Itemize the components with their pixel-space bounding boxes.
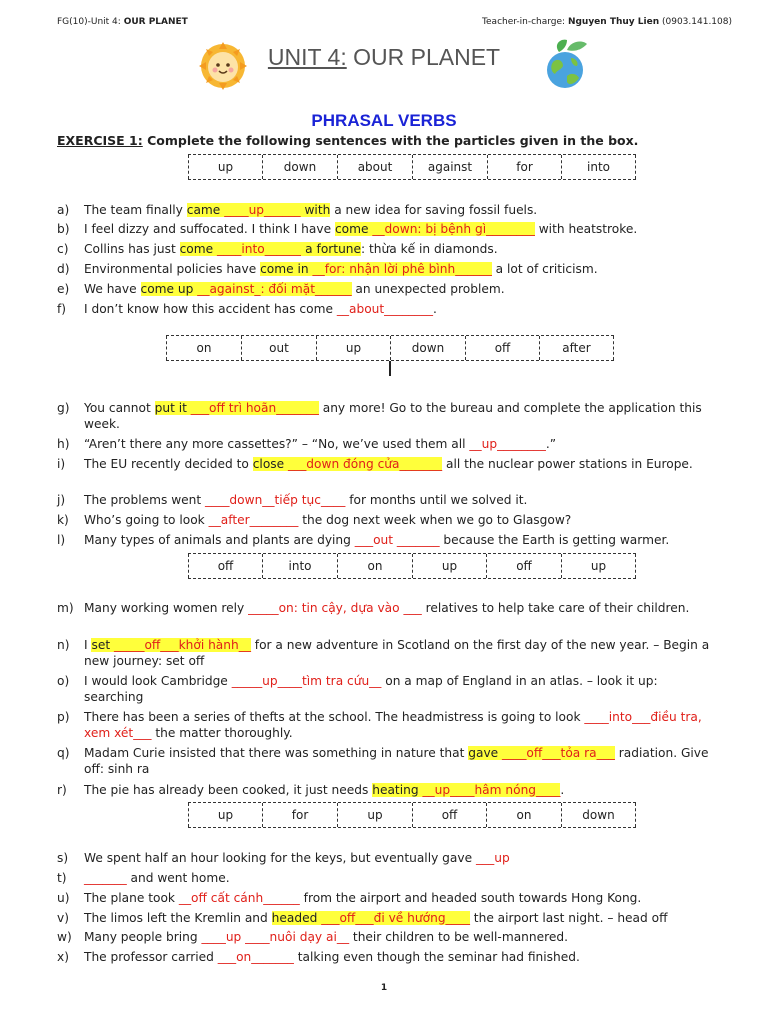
particle-cell: after xyxy=(539,336,614,360)
item-text: The limos left the Kremlin and xyxy=(84,911,272,925)
item-text: The problems went xyxy=(84,493,206,507)
item-text: We spent half an hour looking for the keys, but eventually gave xyxy=(84,851,476,865)
exercise-item-m xyxy=(57,600,717,616)
answer-text: ____up______ xyxy=(224,203,301,217)
particle-box-1 xyxy=(188,154,636,180)
answer-text: ___out _______ xyxy=(354,533,440,547)
item-label: t) xyxy=(57,871,67,885)
item-text: a lot of criticism. xyxy=(491,262,598,276)
highlighted-verb: headed xyxy=(271,911,322,925)
particle-cell: out xyxy=(241,336,316,360)
answer-text: ____into______ xyxy=(217,242,302,256)
item-label: m) xyxy=(57,601,74,615)
header-teacher-name: Nguyen Thuy Lien xyxy=(567,17,660,27)
exercise-item-b xyxy=(57,221,717,237)
particle-cell: up xyxy=(188,155,262,179)
particle-cell: down xyxy=(561,803,636,827)
answer-text: _____off___khởi hành__ xyxy=(113,638,251,652)
answer-text: __off cất cánh______ xyxy=(178,891,300,905)
item-text: : thừa kế in diamonds. xyxy=(361,242,498,256)
exercise-item-t xyxy=(57,870,717,886)
item-label: c) xyxy=(57,242,69,256)
item-text: an unexpected problem. xyxy=(351,282,505,296)
header-right xyxy=(482,17,732,27)
item-label: h) xyxy=(57,437,70,451)
item-text: Madam Curie insisted that there was something in nature that xyxy=(84,746,469,760)
item-text: the matter thoroughly. xyxy=(151,726,293,740)
item-label: x) xyxy=(57,950,69,964)
item-label: u) xyxy=(57,891,70,905)
exercise-item-q xyxy=(57,745,717,777)
highlighted-verb: came xyxy=(186,203,225,217)
highlighted-verb: put it xyxy=(154,401,191,415)
highlighted-verb: gave xyxy=(468,746,503,760)
particle-cell: into xyxy=(561,155,636,179)
highlighted-verb: heating xyxy=(372,783,423,797)
item-text: for a new adventure in Scotland on the first day of the new year. – Begin a new journey: set off xyxy=(84,638,710,668)
exercise-item-h xyxy=(57,436,717,452)
particle-cell: on xyxy=(166,336,241,360)
particle-cell: off xyxy=(412,803,486,827)
item-label: g) xyxy=(57,401,70,415)
globe-icon xyxy=(537,36,593,92)
header-left xyxy=(57,17,188,27)
item-text: The professor carried xyxy=(84,950,218,964)
answer-text: __after________ xyxy=(208,513,299,527)
title-unit: UNIT 4: xyxy=(267,44,347,70)
exercise-item-s xyxy=(57,850,717,866)
exercise-item-u xyxy=(57,890,717,906)
exercise-item-f xyxy=(57,301,717,317)
item-label: q) xyxy=(57,746,70,760)
particle-cell: down xyxy=(262,155,337,179)
item-label: v) xyxy=(57,911,69,925)
item-text: from the airport and headed south towards Hong Kong. xyxy=(299,891,642,905)
particle-cell: against xyxy=(412,155,487,179)
answer-text: __up________ xyxy=(469,437,546,451)
particle-cell: down xyxy=(390,336,465,360)
particle-cell: off xyxy=(486,554,561,578)
exercise-item-w xyxy=(57,929,717,945)
answer-text: ___up xyxy=(475,851,510,865)
particle-cell: about xyxy=(337,155,412,179)
particle-cell: on xyxy=(337,554,412,578)
item-label: b) xyxy=(57,222,70,236)
exercise-item-d xyxy=(57,261,717,277)
item-text: talking even though the seminar had finished. xyxy=(293,950,580,964)
item-label: p) xyxy=(57,710,70,724)
item-text: with heatstroke. xyxy=(534,222,638,236)
header-teacher-label: Teacher-in-charge: xyxy=(482,17,568,27)
title-rest: OUR PLANET xyxy=(346,44,501,70)
item-label: r) xyxy=(57,783,67,797)
item-text: Collins has just xyxy=(84,242,180,256)
item-text: We have xyxy=(84,282,141,296)
particle-cell: into xyxy=(262,554,337,578)
exercise-item-e xyxy=(57,281,717,297)
particle-cell: for xyxy=(262,803,337,827)
particle-cell: up xyxy=(316,336,390,360)
item-text: “Aren’t there any more cassettes?” – “No, we’ve used them all xyxy=(84,437,470,451)
exercise-item-v xyxy=(57,910,717,926)
answer-text: ____off___tỏa ra___ xyxy=(502,746,615,760)
exercise-item-o xyxy=(57,673,717,705)
item-text: You cannot xyxy=(84,401,155,415)
highlighted-verb: with xyxy=(300,203,331,217)
item-text: all the nuclear power stations in Europe. xyxy=(442,457,693,471)
particle-cell: up xyxy=(337,803,412,827)
item-text: I xyxy=(84,638,92,652)
answer-text: ____up ____nuôi dạy ai__ xyxy=(201,930,350,944)
item-text: .” xyxy=(545,437,557,451)
answer-text: ___off___đi về hướng____ xyxy=(321,911,470,925)
item-text: Many types of animals and plants are dying xyxy=(84,533,355,547)
answer-text: ___off trì hoãn_______ xyxy=(190,401,319,415)
item-text: radiation. Give off: sinh ra xyxy=(84,746,709,776)
exercise-item-i xyxy=(57,456,717,472)
exercise-label: EXERCISE 1: xyxy=(57,133,143,148)
header-unit: OUR PLANET xyxy=(123,17,188,27)
item-label: n) xyxy=(57,638,70,652)
answer-text: _____on: tin cậy, dựa vào ___ xyxy=(248,601,422,615)
item-text: The EU recently decided to xyxy=(84,457,253,471)
answer-text: ___down đóng cửa_______ xyxy=(288,457,443,471)
exercise-item-x xyxy=(57,949,717,965)
item-text: a new idea for saving fossil fuels. xyxy=(330,203,538,217)
exercise-item-l xyxy=(57,532,717,548)
exercise-item-n xyxy=(57,637,717,669)
highlighted-verb: come up xyxy=(140,282,198,296)
item-label: f) xyxy=(57,302,67,316)
particle-box-3 xyxy=(188,553,636,579)
exercise-item-c xyxy=(57,241,717,257)
item-text: the dog next week when we go to Glasgow? xyxy=(298,513,572,527)
item-text: Environmental policies have xyxy=(84,262,261,276)
item-text: The team finally xyxy=(84,203,187,217)
item-label: k) xyxy=(57,513,69,527)
exercise-instruction xyxy=(57,133,638,148)
text-cursor-mark xyxy=(389,361,391,376)
item-label: a) xyxy=(57,203,70,217)
exercise-item-a xyxy=(57,202,717,218)
exercise-item-j xyxy=(57,492,717,508)
item-text: on a map of England in an atlas. – look it up: searching xyxy=(84,674,658,704)
highlighted-verb: a fortune xyxy=(301,242,362,256)
particle-cell: for xyxy=(487,155,561,179)
particle-cell: on xyxy=(486,803,561,827)
item-text: The plane took xyxy=(84,891,179,905)
item-text: There has been a series of thefts at the school. The headmistress is going to look xyxy=(84,710,585,724)
answer-text: ____into___điều tra, xem xét___ xyxy=(84,710,702,740)
item-text: the airport last night. – head off xyxy=(469,911,668,925)
answer-text: __against_: đối mặt______ xyxy=(197,282,352,296)
highlighted-verb: come in xyxy=(260,262,313,276)
item-text: for months until we solved it. xyxy=(345,493,528,507)
item-text: Many people bring xyxy=(84,930,202,944)
item-label: o) xyxy=(57,674,70,688)
page-title xyxy=(0,44,768,71)
item-text: The pie has already been cooked, it just needs xyxy=(84,783,373,797)
exercise-item-g xyxy=(57,400,717,432)
item-text: Who’s going to look xyxy=(84,513,209,527)
highlighted-verb: close xyxy=(252,457,288,471)
item-text: I don’t know how this accident has come xyxy=(84,302,337,316)
item-text: I would look Cambridge xyxy=(84,674,232,688)
item-label: w) xyxy=(57,930,72,944)
particle-cell: off xyxy=(188,554,262,578)
item-label: i) xyxy=(57,457,66,471)
item-label: l) xyxy=(57,533,66,547)
item-text: . xyxy=(432,302,437,316)
header-phone: (0903.141.108) xyxy=(659,17,732,27)
item-text: and went home. xyxy=(126,871,230,885)
exercise-item-p xyxy=(57,709,717,741)
particle-cell: up xyxy=(561,554,636,578)
particle-box-2 xyxy=(166,335,614,361)
exercise-item-k xyxy=(57,512,717,528)
item-text: their children to be well-mannered. xyxy=(349,930,568,944)
section-heading: PHRASAL VERBS xyxy=(311,111,457,130)
particle-cell: up xyxy=(412,554,486,578)
item-label: d) xyxy=(57,262,70,276)
answer-text: __for: nhận lời phê bình______ xyxy=(312,262,492,276)
answer-text: ___on_______ xyxy=(217,950,294,964)
highlighted-verb: come xyxy=(179,242,218,256)
exercise-item-r xyxy=(57,782,717,798)
particle-cell: off xyxy=(465,336,539,360)
item-text: because the Earth is getting warmer. xyxy=(439,533,670,547)
item-text: I feel dizzy and suffocated. I think I have xyxy=(84,222,335,236)
header-course: FG(10)-Unit 4: xyxy=(57,17,124,27)
page-number: 1 xyxy=(380,983,388,993)
highlighted-verb: set xyxy=(91,638,114,652)
particle-cell: up xyxy=(188,803,262,827)
item-text: any more! Go to the bureau and complete the application this week. xyxy=(84,401,702,431)
highlighted-verb: come xyxy=(334,222,373,236)
item-text: . xyxy=(560,783,565,797)
answer-text: __up____hâm nóng____ xyxy=(422,783,561,797)
answer-text: __down: bị bệnh gì________ xyxy=(372,222,535,236)
exercise-text: Complete the following sentences with the particles given in the box. xyxy=(142,133,639,148)
item-text: Many working women rely xyxy=(84,601,249,615)
particle-box-4 xyxy=(188,802,636,828)
answer-text: ____down__tiếp tục____ xyxy=(205,493,346,507)
item-label: j) xyxy=(57,493,66,507)
answer-text: _____up____tìm tra cứu__ xyxy=(231,674,382,688)
item-label: s) xyxy=(57,851,69,865)
answer-text: __about________ xyxy=(336,302,433,316)
answer-text: _______ xyxy=(84,871,127,885)
item-text: relatives to help take care of their children. xyxy=(421,601,690,615)
item-label: e) xyxy=(57,282,70,296)
